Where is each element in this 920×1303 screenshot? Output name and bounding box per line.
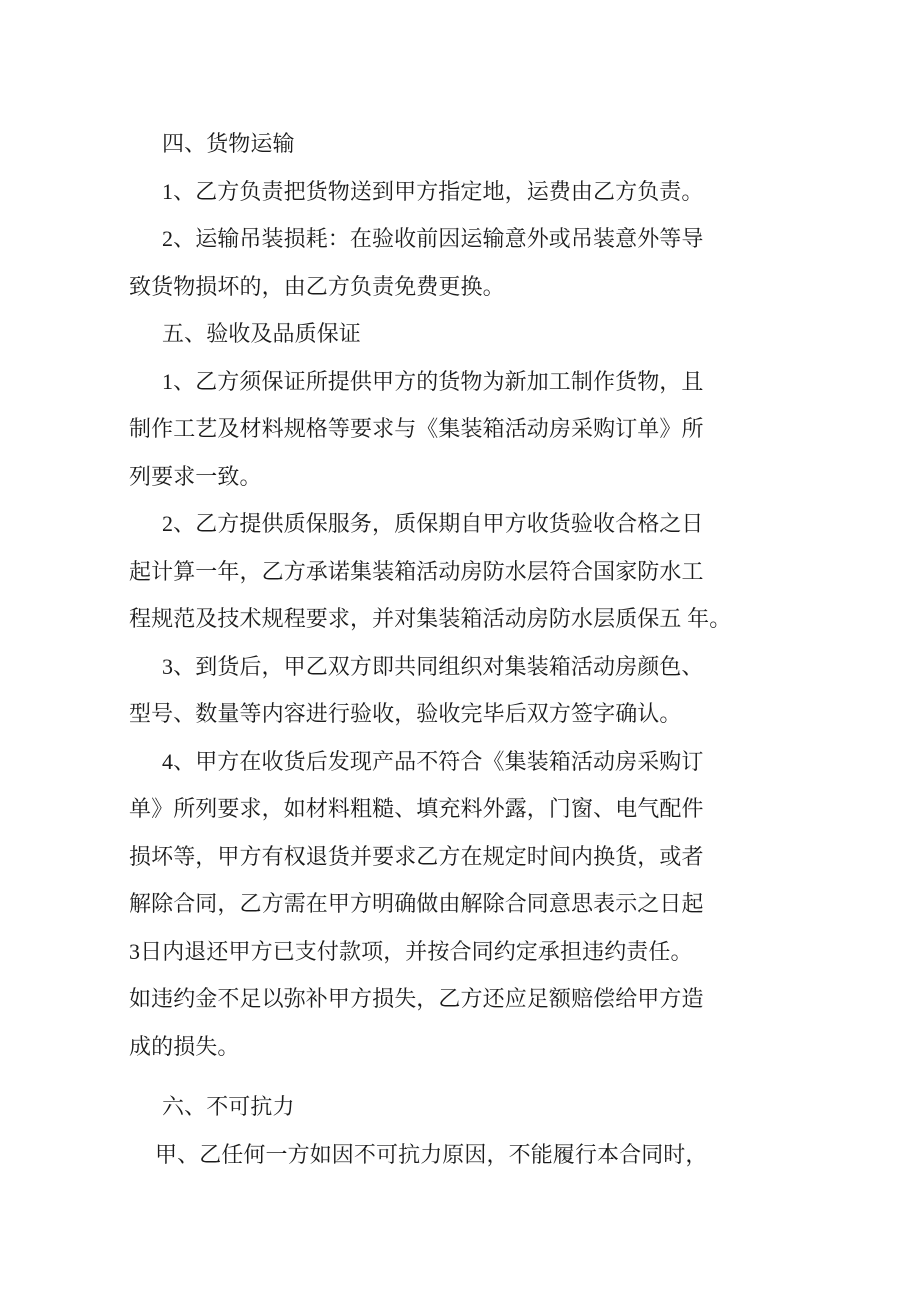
- document-line: [129, 1023, 731, 1071]
- line-text: 损坏等，甲方有权退货并要求乙方在规定时间内换货，或者: [129, 843, 704, 869]
- document-line: [129, 928, 731, 976]
- document-line: [129, 500, 731, 548]
- line-text: 五、验收及品质保证: [162, 321, 361, 346]
- document-line: [129, 690, 731, 738]
- line-text: 列要求一致。: [129, 463, 262, 489]
- document-line: [129, 785, 731, 833]
- document-line: [129, 310, 731, 358]
- document-line: [129, 595, 731, 643]
- line-text: 起计算一年，乙方承诺集装箱活动房防水层符合国家防水工: [129, 558, 704, 584]
- document-line: [129, 833, 731, 881]
- document-line: [129, 263, 731, 311]
- line-text: 1、乙方须保证所提供甲方的货物为新加工制作货物，且: [162, 368, 704, 394]
- line-text: 解除合同，乙方需在甲方明确做由解除合同意思表示之日起: [129, 891, 704, 916]
- line-text: 六、不可抗力: [162, 1094, 295, 1119]
- document-line: [129, 120, 731, 168]
- line-text: 2、乙方提供质保服务，质保期自甲方收货验收合格之日: [162, 511, 704, 536]
- document-line: [129, 453, 731, 501]
- document-line: [129, 738, 731, 786]
- line-text: 程规范及技术规程要求，并对集装箱活动房防水层质保五 年。: [129, 606, 732, 631]
- document-line: [129, 643, 731, 691]
- contract-text-block: [129, 120, 731, 1178]
- line-text: 制作工艺及材料规格等要求与《集装箱活动房采购订单》所: [129, 416, 704, 441]
- line-text: 成的损失。: [129, 1033, 240, 1059]
- document-line: [129, 975, 731, 1023]
- line-text: 2、运输吊装损耗：在验收前因运输意外或吊装意外等导: [162, 226, 704, 251]
- document-line: [129, 548, 731, 596]
- line-text: 致货物损坏的，由乙方负责免费更换。: [129, 273, 505, 299]
- document-line: [129, 880, 731, 928]
- document-line: [129, 405, 731, 453]
- line-text: 甲、乙任何一方如因不可抗力原因，不能履行本合同时，: [155, 1141, 708, 1167]
- line-text: 如违约金不足以弥补甲方损失，乙方还应足额赔偿给甲方造: [129, 986, 704, 1011]
- document-line: [129, 358, 731, 406]
- line-text: 3、到货后，甲乙双方即共同组织对集装箱活动房颜色、: [162, 653, 704, 679]
- line-text: 4、甲方在收货后发现产品不符合《集装箱活动房采购订: [162, 748, 704, 774]
- line-text: 型号、数量等内容进行验收，验收完毕后双方签字确认。: [129, 701, 682, 726]
- line-text: 3日内退还甲方已支付款项，并按合同约定承担违约责任。: [129, 938, 693, 964]
- line-text: 1、乙方负责把货物送到甲方指定地，运费由乙方负责。: [162, 178, 704, 204]
- document-line: [129, 1131, 731, 1179]
- document-line: [129, 1083, 731, 1131]
- document-line: [129, 215, 731, 263]
- line-text: 四、货物运输: [162, 131, 295, 156]
- document-line: [129, 168, 731, 216]
- line-text: 单》所列要求，如材料粗糙、填充料外露，门窗、电气配件: [129, 796, 704, 821]
